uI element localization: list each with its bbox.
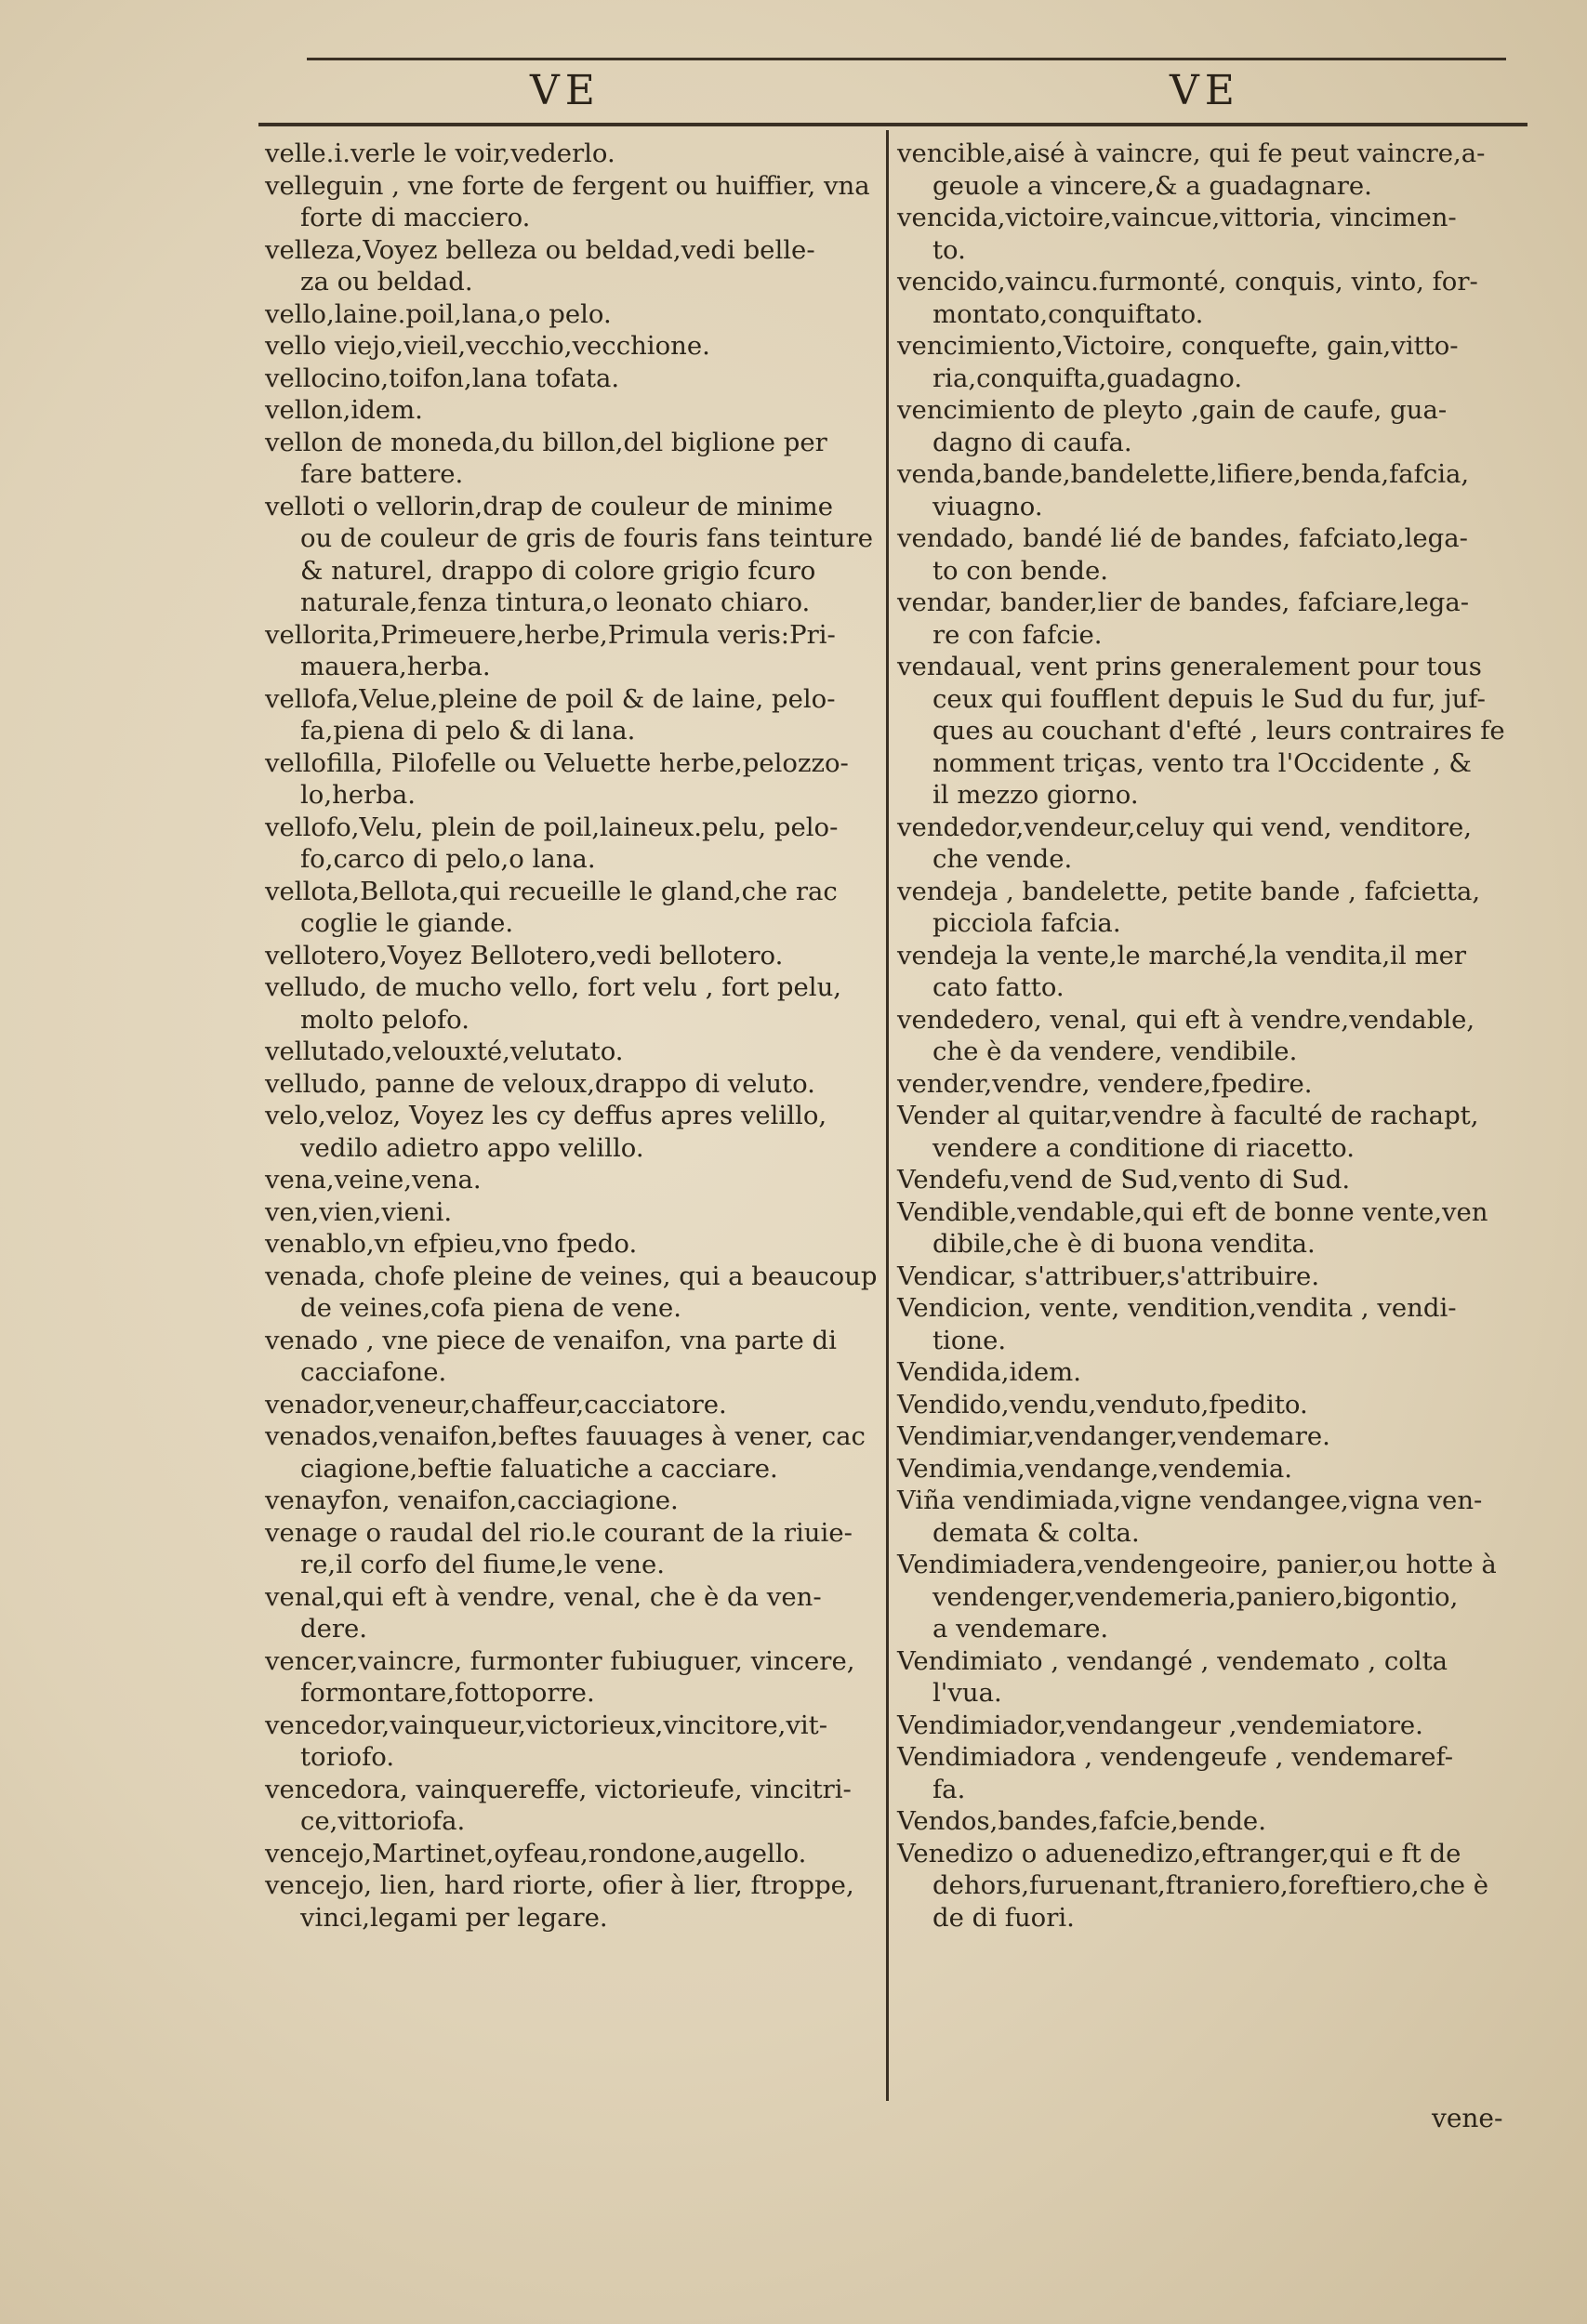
dictionary-line: coglie le giande. [300, 908, 514, 938]
dictionary-line: velleza,Voyez belleza ou beldad,vedi belle- [265, 234, 815, 265]
dictionary-line: Vendefu,vend de Sud,vento di Sud. [897, 1165, 1351, 1195]
dictionary-line: ria,conquifta,guadagno. [932, 363, 1243, 393]
dictionary-line: cato fatto. [932, 972, 1065, 1002]
dictionary-line: velo,veloz, Voyez les cy deffus apres velillo, [265, 1101, 827, 1130]
dictionary-line: dehors,furuenant,ftraniero,foreftiero,che è [932, 1870, 1489, 1900]
dictionary-line: il mezzo giorno. [932, 780, 1139, 810]
dictionary-line: venado , vne piece de venaifon, vna parte di [265, 1325, 837, 1355]
dictionary-line: venayfon, venaifon,cacciagione. [265, 1486, 679, 1515]
dictionary-line: vena,veine,vena. [265, 1165, 482, 1195]
dictionary-line: vencejo,Martinet,oyfeau,rondone,augello. [265, 1838, 807, 1868]
dictionary-line: vedilo adietro appo velillo. [300, 1132, 644, 1163]
dictionary-line: vender,vendre, vendere,fpedire. [897, 1068, 1313, 1099]
dictionary-line: vencido,vaincu.furmonté, conquis, vinto, for- [897, 267, 1478, 297]
dictionary-line: ou de couleur de gris de fouris fans teinture [300, 523, 873, 553]
dictionary-line: viuagno. [932, 491, 1043, 522]
dictionary-line: venados,venaifon,beftes fauuages à vener, cac [265, 1421, 866, 1451]
dictionary-line: vellofilla, Pilofelle ou Veluette herbe,pelozzo- [265, 747, 849, 778]
dictionary-line: vellutado,velouxté,velutato. [265, 1037, 624, 1066]
dictionary-line: vello viejo,vieil,vecchio,vecchione. [265, 331, 710, 361]
dictionary-line: Vendida,idem. [897, 1357, 1081, 1387]
dictionary-line: picciola fafcia. [932, 908, 1121, 938]
dictionary-line: to con bende. [932, 555, 1108, 586]
dictionary-line: a vendemare. [932, 1614, 1109, 1644]
dictionary-line: tione. [932, 1325, 1007, 1355]
dictionary-line: Vendimiadera,vendengeoire, panier,ou hotte à [897, 1550, 1497, 1579]
dictionary-line: ceux qui foufflent depuis le Sud du fur, juf- [932, 683, 1486, 714]
right-column-header: VE [1170, 67, 1240, 114]
dictionary-line: vencedora, vainquereffe, victorieufe, vincitri- [265, 1774, 852, 1804]
dictionary-line: lo,herba. [300, 780, 416, 810]
top-rule [307, 58, 1506, 60]
dictionary-line: re,il corfo del fiume,le vene. [300, 1550, 665, 1579]
dictionary-line: de di fuori. [932, 1902, 1075, 1933]
dictionary-line: venal,qui eft à vendre, venal, che è da ven- [265, 1581, 822, 1612]
dictionary-line: vellofo,Velu, plein de poil,laineux.pelu, pelo- [265, 812, 839, 842]
dictionary-line: vellon de moneda,du billon,del biglione per [265, 427, 827, 457]
dictionary-line: ques au couchant d'efté , leurs contraires fe [932, 716, 1505, 746]
dictionary-line: che vende. [932, 844, 1073, 874]
dictionary-line: vellorita,Primeuere,herbe,Primula veris:Pri- [265, 619, 836, 650]
dictionary-line: ven,vien,vieni. [265, 1196, 453, 1227]
dictionary-line: montato,conquiftato. [932, 298, 1204, 329]
dictionary-line: nomment triças, vento tra l'Occidente , & [932, 747, 1472, 778]
dictionary-line: za ou beldad. [300, 267, 473, 297]
dictionary-line: velludo, panne de veloux,drappo di veluto. [265, 1068, 815, 1099]
right-column [897, 138, 1529, 1934]
dictionary-line: vendaual, vent prins generalement pour tous [897, 652, 1482, 681]
dictionary-line: Vendimia,vendange,vendemia. [897, 1453, 1292, 1484]
left-column-header: VE [530, 67, 601, 114]
dictionary-line: venage o raudal del rio.le courant de la riuie- [265, 1517, 853, 1548]
dictionary-line: dagno di caufa. [932, 427, 1132, 457]
dictionary-line: fare battere. [300, 459, 464, 489]
dictionary-line: Viña vendimiada,vigne vendangee,vigna ven- [897, 1486, 1483, 1515]
dictionary-line: formontare,fottoporre. [300, 1678, 595, 1708]
dictionary-line: ce,vittoriofa. [300, 1806, 466, 1836]
dictionary-line: cacciafone. [300, 1357, 447, 1387]
dictionary-line: toriofo. [300, 1742, 395, 1772]
dictionary-line: Vendicar, s'attribuer,s'attribuire. [897, 1261, 1320, 1291]
dictionary-line: vendeja la vente,le marché,la vendita,il mer [897, 940, 1467, 971]
dictionary-line: Vendido,vendu,venduto,fpedito. [897, 1389, 1308, 1419]
dictionary-line: venada, chofe pleine de veines, qui a beaucoup [265, 1261, 878, 1291]
dictionary-line: dere. [300, 1614, 368, 1644]
dictionary-line: vencimiento de pleyto ,gain de caufe, gua- [897, 395, 1448, 425]
dictionary-line: vellocino,toifon,lana tofata. [265, 363, 620, 393]
dictionary-line: velle.i.verle le voir,vederlo. [265, 139, 615, 168]
dictionary-line: vencimiento,Victoire, conquefte, gain,vitto- [897, 331, 1459, 361]
dictionary-line: vendere a conditione di riacetto. [932, 1132, 1355, 1163]
dictionary-line: vellofa,Velue,pleine de poil & de laine, pelo- [265, 683, 836, 714]
catchword: vene- [1432, 2103, 1503, 2133]
dictionary-line: venador,veneur,chaffeur,cacciatore. [265, 1389, 727, 1419]
dictionary-line: Vendimiato , vendangé , vendemato , colta [897, 1645, 1448, 1676]
dictionary-line: Venedizo o aduenedizo,eftranger,qui e ft de [897, 1838, 1461, 1868]
dictionary-line: & naturel, drappo di colore grigio fcuro [300, 555, 816, 586]
dictionary-line: vendar, bander,lier de bandes, fafciare,lega- [897, 588, 1470, 617]
dictionary-line: venablo,vn efpieu,vno fpedo. [265, 1229, 638, 1259]
dictionary-line: demata & colta. [932, 1517, 1140, 1548]
dictionary-line: vello,laine.poil,lana,o pelo. [265, 298, 612, 329]
dictionary-line: Vendible,vendable,qui eft de bonne vente,ven [897, 1196, 1488, 1227]
dictionary-line: Vendimiar,vendanger,vendemare. [897, 1421, 1330, 1451]
dictionary-line: vendedero, venal, qui eft à vendre,vendable, [897, 1004, 1475, 1035]
dictionary-line: vinci,legami per legare. [300, 1902, 608, 1933]
dictionary-line: vellotero,Voyez Bellotero,vedi bellotero. [265, 940, 784, 971]
dictionary-line: Vendimiador,vendangeur ,vendemiatore. [897, 1710, 1423, 1740]
dictionary-line: vencida,victoire,vaincue,vittoria, vincimen- [897, 203, 1457, 232]
dictionary-line: dibile,che è di buona vendita. [932, 1229, 1316, 1259]
dictionary-line: vencejo, lien, hard riorte, ofier à lier, ftroppe, [265, 1870, 854, 1900]
dictionary-line: fa. [932, 1774, 966, 1804]
dictionary-line: geuole a vincere,& a guadagnare. [932, 170, 1372, 201]
dictionary-line: re con fafcie. [932, 619, 1103, 650]
dictionary-line: Vendos,bandes,fafcie,bende. [897, 1806, 1266, 1836]
dictionary-line: vendeja , bandelette, petite bande , fafcietta, [897, 876, 1481, 906]
dictionary-line: vencer,vaincre, furmonter fubiuguer, vincere, [265, 1645, 855, 1676]
dictionary-line: forte di macciero. [300, 203, 531, 232]
dictionary-line: l'vua. [932, 1678, 1002, 1708]
dictionary-line: velludo, de mucho vello, fort velu , fort pelu, [265, 972, 842, 1002]
dictionary-line: naturale,fenza tintura,o leonato chiaro. [300, 588, 811, 617]
left-column [265, 138, 879, 1934]
dictionary-line: to. [932, 234, 966, 265]
header-rule [258, 123, 1527, 126]
dictionary-line: vellon,idem. [265, 395, 423, 425]
dictionary-line: vencible,aisé à vaincre, qui fe peut vaincre,a- [897, 139, 1486, 168]
dictionary-line: vendenger,vendemeria,paniero,bigontio, [932, 1581, 1459, 1612]
column-divider [886, 130, 889, 2101]
dictionary-line: che è da vendere, vendibile. [932, 1037, 1298, 1066]
dictionary-line: fo,carco di pelo,o lana. [300, 844, 596, 874]
dictionary-line: ciagione,beftie faluatiche a cacciare. [300, 1453, 778, 1484]
dictionary-line: velleguin , vne forte de fergent ou huiffier, vna [265, 170, 870, 201]
dictionary-line: de veines,cofa piena de vene. [300, 1293, 682, 1323]
dictionary-line: vencedor,vainqueur,victorieux,vincitore,vit- [265, 1710, 828, 1740]
dictionary-line: mauera,herba. [300, 652, 491, 681]
dictionary-line: Vendimiadora , vendengeufe , vendemaref- [897, 1742, 1454, 1772]
dictionary-line: vendedor,vendeur,celuy qui vend, venditore, [897, 812, 1473, 842]
dictionary-line: Vendicion, vente, vendition,vendita , vendi- [897, 1293, 1457, 1323]
dictionary-line: fa,piena di pelo & di lana. [300, 716, 636, 746]
dictionary-line: molto pelofo. [300, 1004, 469, 1035]
dictionary-line: vendado, bandé lié de bandes, fafciato,lega- [897, 523, 1468, 553]
dictionary-line: Vender al quitar,vendre à faculté de rachapt, [897, 1101, 1479, 1130]
dictionary-line: velloti o vellorin,drap de couleur de minime [265, 491, 833, 522]
dictionary-line: venda,bande,bandelette,lifiere,benda,fafcia, [897, 459, 1470, 489]
dictionary-line: vellota,Bellota,qui recueille le gland,che rac [265, 876, 838, 906]
